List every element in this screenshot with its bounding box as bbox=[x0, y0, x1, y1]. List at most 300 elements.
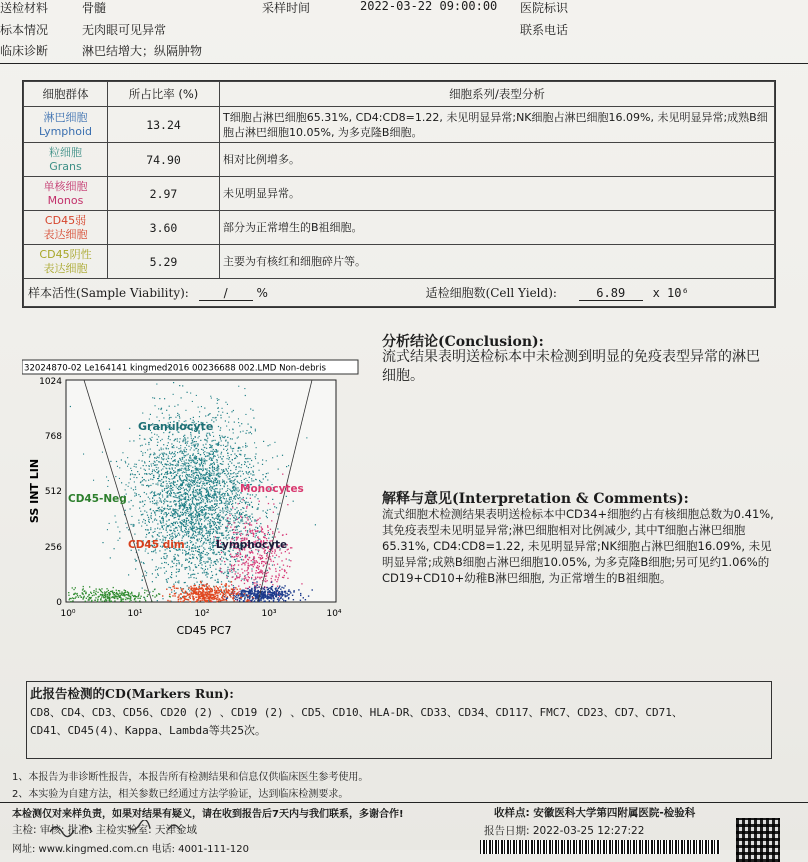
event-dot bbox=[161, 517, 162, 518]
event-dot bbox=[192, 497, 193, 498]
event-dot bbox=[246, 517, 247, 518]
event-dot bbox=[171, 589, 172, 590]
event-dot bbox=[279, 586, 280, 587]
event-dot bbox=[152, 536, 153, 537]
event-dot bbox=[270, 559, 271, 560]
event-dot bbox=[227, 493, 228, 494]
event-dot bbox=[184, 469, 185, 470]
event-dot bbox=[226, 482, 227, 483]
event-dot bbox=[181, 495, 182, 496]
event-dot bbox=[290, 592, 291, 593]
event-dot bbox=[252, 530, 253, 531]
event-dot bbox=[219, 496, 220, 497]
event-dot bbox=[218, 588, 219, 589]
event-dot bbox=[239, 462, 240, 463]
event-dot bbox=[229, 551, 230, 552]
event-dot bbox=[190, 481, 191, 482]
event-dot bbox=[164, 398, 165, 399]
event-dot bbox=[159, 480, 160, 481]
event-dot bbox=[259, 578, 260, 579]
event-dot bbox=[187, 392, 188, 393]
event-dot bbox=[204, 508, 205, 509]
event-dot bbox=[204, 572, 205, 573]
event-dot bbox=[174, 595, 175, 596]
event-dot bbox=[204, 408, 205, 409]
event-dot bbox=[277, 599, 278, 600]
event-dot bbox=[206, 543, 207, 544]
event-dot bbox=[285, 591, 286, 592]
event-dot bbox=[227, 471, 228, 472]
event-dot bbox=[211, 464, 212, 465]
event-dot bbox=[200, 464, 201, 465]
event-dot bbox=[213, 597, 214, 598]
event-dot bbox=[209, 542, 210, 543]
event-dot bbox=[190, 598, 191, 599]
event-dot bbox=[221, 571, 222, 572]
event-dot bbox=[109, 599, 110, 600]
event-dot bbox=[226, 503, 227, 504]
event-dot bbox=[141, 484, 142, 485]
event-dot bbox=[218, 526, 219, 527]
event-dot bbox=[262, 532, 263, 533]
event-dot bbox=[259, 526, 260, 527]
footer-divider bbox=[0, 802, 808, 803]
event-dot bbox=[209, 521, 210, 522]
event-dot bbox=[171, 485, 172, 486]
event-dot bbox=[188, 459, 189, 460]
event-dot bbox=[225, 564, 226, 565]
event-dot bbox=[213, 455, 214, 456]
event-dot bbox=[144, 479, 145, 480]
event-dot bbox=[128, 482, 129, 483]
event-dot bbox=[181, 588, 182, 589]
event-dot bbox=[275, 576, 276, 577]
event-dot bbox=[199, 486, 200, 487]
event-dot bbox=[104, 591, 105, 592]
event-dot bbox=[201, 459, 202, 460]
event-dot bbox=[190, 495, 191, 496]
event-dot bbox=[230, 447, 231, 448]
event-dot bbox=[166, 524, 167, 525]
event-dot bbox=[194, 591, 195, 592]
event-dot bbox=[218, 465, 219, 466]
event-dot bbox=[217, 415, 218, 416]
event-dot bbox=[127, 591, 128, 592]
event-dot bbox=[195, 505, 196, 506]
event-dot bbox=[204, 497, 205, 498]
event-dot bbox=[241, 499, 242, 500]
event-dot bbox=[248, 467, 249, 468]
event-dot bbox=[241, 423, 242, 424]
event-dot bbox=[115, 476, 116, 477]
event-dot bbox=[202, 498, 203, 499]
event-dot bbox=[207, 517, 208, 518]
event-dot bbox=[288, 465, 289, 466]
event-dot bbox=[189, 503, 190, 504]
event-dot bbox=[184, 449, 185, 450]
event-dot bbox=[202, 487, 203, 488]
event-dot bbox=[131, 470, 132, 471]
event-dot bbox=[162, 413, 163, 414]
event-dot bbox=[80, 596, 81, 597]
event-dot bbox=[239, 600, 240, 601]
event-dot bbox=[210, 445, 211, 446]
event-dot bbox=[216, 531, 217, 532]
event-dot bbox=[249, 529, 250, 530]
event-dot bbox=[234, 591, 235, 592]
event-dot bbox=[275, 568, 276, 569]
event-dot bbox=[156, 500, 157, 501]
event-dot bbox=[191, 504, 192, 505]
event-dot bbox=[194, 441, 195, 442]
event-dot bbox=[253, 566, 254, 567]
event-dot bbox=[209, 592, 210, 593]
event-dot bbox=[221, 497, 222, 498]
event-dot bbox=[251, 521, 252, 522]
event-dot bbox=[255, 430, 256, 431]
event-dot bbox=[282, 455, 283, 456]
event-dot bbox=[217, 601, 218, 602]
event-dot bbox=[204, 506, 205, 507]
event-dot bbox=[143, 597, 144, 598]
event-dot bbox=[203, 474, 204, 475]
event-dot bbox=[220, 522, 221, 523]
event-dot bbox=[199, 436, 200, 437]
event-dot bbox=[265, 596, 266, 597]
event-dot bbox=[257, 507, 258, 508]
event-dot bbox=[217, 462, 218, 463]
event-dot bbox=[215, 530, 216, 531]
event-dot bbox=[205, 519, 206, 520]
event-dot bbox=[179, 503, 180, 504]
event-dot bbox=[114, 548, 115, 549]
event-dot bbox=[218, 598, 219, 599]
event-dot bbox=[224, 561, 225, 562]
event-dot bbox=[225, 583, 226, 584]
event-dot bbox=[157, 445, 158, 446]
event-dot bbox=[180, 492, 181, 493]
event-dot bbox=[198, 471, 199, 472]
event-dot bbox=[184, 489, 185, 490]
event-dot bbox=[247, 534, 248, 535]
event-dot bbox=[177, 497, 178, 498]
hospital-id-label: 医院标识 bbox=[520, 1, 569, 15]
event-dot bbox=[237, 494, 238, 495]
event-dot bbox=[234, 496, 235, 497]
event-dot bbox=[181, 530, 182, 531]
event-dot bbox=[144, 473, 145, 474]
event-dot bbox=[138, 592, 139, 593]
population-name: CD45阴性 bbox=[39, 247, 92, 261]
event-dot bbox=[191, 524, 192, 525]
event-dot bbox=[152, 491, 153, 492]
event-dot bbox=[222, 586, 223, 587]
event-dot bbox=[184, 455, 185, 456]
event-dot bbox=[195, 466, 196, 467]
event-dot bbox=[163, 449, 164, 450]
event-dot bbox=[185, 502, 186, 503]
event-dot bbox=[205, 480, 206, 481]
event-dot bbox=[110, 461, 111, 462]
event-dot bbox=[153, 463, 154, 464]
event-dot bbox=[219, 435, 220, 436]
event-dot bbox=[208, 477, 209, 478]
event-dot bbox=[194, 458, 195, 459]
event-dot bbox=[233, 448, 234, 449]
event-dot bbox=[209, 484, 210, 485]
event-dot bbox=[181, 527, 182, 528]
event-dot bbox=[225, 519, 226, 520]
event-dot bbox=[215, 417, 216, 418]
event-dot bbox=[169, 483, 170, 484]
event-dot bbox=[201, 406, 202, 407]
event-dot bbox=[231, 524, 232, 525]
event-dot bbox=[115, 596, 116, 597]
event-dot bbox=[134, 524, 135, 525]
event-dot bbox=[96, 591, 97, 592]
event-dot bbox=[167, 508, 168, 509]
event-dot bbox=[221, 552, 222, 553]
event-dot bbox=[227, 569, 228, 570]
event-dot bbox=[186, 523, 187, 524]
event-dot bbox=[158, 493, 159, 494]
event-dot bbox=[245, 527, 246, 528]
event-dot bbox=[300, 593, 301, 594]
event-dot bbox=[162, 516, 163, 517]
event-dot bbox=[188, 562, 189, 563]
event-dot bbox=[233, 570, 234, 571]
event-dot bbox=[200, 600, 201, 601]
event-dot bbox=[237, 532, 238, 533]
event-dot bbox=[228, 532, 229, 533]
event-dot bbox=[192, 401, 193, 402]
event-dot bbox=[182, 520, 183, 521]
event-dot bbox=[282, 592, 283, 593]
event-dot bbox=[205, 517, 206, 518]
event-dot bbox=[234, 559, 235, 560]
event-dot bbox=[216, 470, 217, 471]
event-dot bbox=[174, 504, 175, 505]
event-dot bbox=[233, 473, 234, 474]
event-dot bbox=[175, 501, 176, 502]
event-dot bbox=[191, 517, 192, 518]
event-dot bbox=[190, 434, 191, 435]
event-dot bbox=[223, 461, 224, 462]
event-dot bbox=[248, 432, 249, 433]
event-dot bbox=[243, 473, 244, 474]
event-dot bbox=[207, 468, 208, 469]
event-dot bbox=[163, 556, 164, 557]
event-dot bbox=[102, 592, 103, 593]
event-dot bbox=[256, 562, 257, 563]
event-dot bbox=[223, 496, 224, 497]
event-dot bbox=[210, 567, 211, 568]
event-dot bbox=[189, 457, 190, 458]
event-dot bbox=[163, 466, 164, 467]
event-dot bbox=[290, 560, 291, 561]
event-dot bbox=[206, 440, 207, 441]
event-dot bbox=[237, 498, 238, 499]
event-dot bbox=[161, 461, 162, 462]
event-dot bbox=[220, 463, 221, 464]
event-dot bbox=[130, 599, 131, 600]
event-dot bbox=[238, 437, 239, 438]
event-dot bbox=[242, 507, 243, 508]
event-dot bbox=[82, 598, 83, 599]
event-dot bbox=[203, 594, 204, 595]
event-dot bbox=[196, 521, 197, 522]
event-dot bbox=[219, 520, 220, 521]
event-dot bbox=[170, 515, 171, 516]
event-dot bbox=[239, 526, 240, 527]
event-dot bbox=[204, 478, 205, 479]
event-dot bbox=[133, 595, 134, 596]
event-dot bbox=[144, 469, 145, 470]
event-dot bbox=[202, 593, 203, 594]
event-dot bbox=[230, 501, 231, 502]
xtick-label: 10³ bbox=[261, 609, 277, 619]
event-dot bbox=[209, 471, 210, 472]
event-dot bbox=[213, 536, 214, 537]
event-dot bbox=[235, 573, 236, 574]
event-dot bbox=[166, 459, 167, 460]
xtick-label: 10⁴ bbox=[326, 609, 342, 619]
event-dot bbox=[253, 595, 254, 596]
event-dot bbox=[192, 595, 193, 596]
event-dot bbox=[199, 497, 200, 498]
event-dot bbox=[247, 461, 248, 462]
event-dot bbox=[205, 601, 206, 602]
event-dot bbox=[144, 462, 145, 463]
event-dot bbox=[246, 507, 247, 508]
event-dot bbox=[229, 497, 230, 498]
event-dot bbox=[177, 480, 178, 481]
event-dot bbox=[173, 525, 174, 526]
event-dot bbox=[262, 573, 263, 574]
sample-material-label: 送检材料 bbox=[0, 1, 49, 15]
event-dot bbox=[126, 527, 127, 528]
event-dot bbox=[247, 597, 248, 598]
markers-box bbox=[26, 681, 772, 759]
event-dot bbox=[198, 513, 199, 514]
event-dot bbox=[206, 470, 207, 471]
event-dot bbox=[216, 496, 217, 497]
event-dot bbox=[224, 495, 225, 496]
event-dot bbox=[163, 476, 164, 477]
event-dot bbox=[192, 480, 193, 481]
event-dot bbox=[223, 590, 224, 591]
event-dot bbox=[250, 594, 251, 595]
event-dot bbox=[227, 518, 228, 519]
event-dot bbox=[154, 452, 155, 453]
event-dot bbox=[215, 569, 216, 570]
event-dot bbox=[157, 478, 158, 479]
event-dot bbox=[171, 577, 172, 578]
event-dot bbox=[121, 591, 122, 592]
event-dot bbox=[248, 593, 249, 594]
event-dot bbox=[162, 595, 163, 596]
event-dot bbox=[210, 588, 211, 589]
event-dot bbox=[190, 575, 191, 576]
event-dot bbox=[192, 535, 193, 536]
event-dot bbox=[193, 533, 194, 534]
event-dot bbox=[254, 519, 255, 520]
event-dot bbox=[221, 590, 222, 591]
event-dot bbox=[241, 597, 242, 598]
event-dot bbox=[204, 520, 205, 521]
event-dot bbox=[235, 599, 236, 600]
event-dot bbox=[270, 509, 271, 510]
event-dot bbox=[169, 519, 170, 520]
event-dot bbox=[249, 565, 250, 566]
footer-report-date: 报告日期: 2022-03-25 12:27:22 bbox=[484, 825, 645, 837]
event-dot bbox=[196, 500, 197, 501]
event-dot bbox=[152, 437, 153, 438]
event-dot bbox=[226, 521, 227, 522]
event-dot bbox=[249, 586, 250, 587]
event-dot bbox=[227, 571, 228, 572]
event-dot bbox=[266, 460, 267, 461]
event-dot bbox=[250, 530, 251, 531]
event-dot bbox=[214, 510, 215, 511]
event-dot bbox=[210, 531, 211, 532]
event-dot bbox=[157, 464, 158, 465]
event-dot bbox=[197, 462, 198, 463]
event-dot bbox=[128, 486, 129, 487]
event-dot bbox=[279, 570, 280, 571]
event-dot bbox=[256, 560, 257, 561]
event-dot bbox=[245, 414, 246, 415]
event-dot bbox=[217, 403, 218, 404]
event-dot bbox=[213, 458, 214, 459]
event-dot bbox=[211, 500, 212, 501]
event-dot bbox=[183, 513, 184, 514]
event-dot bbox=[215, 449, 216, 450]
event-dot bbox=[223, 469, 224, 470]
event-dot bbox=[213, 531, 214, 532]
event-dot bbox=[184, 530, 185, 531]
event-dot bbox=[233, 557, 234, 558]
event-dot bbox=[93, 480, 94, 481]
event-dot bbox=[197, 504, 198, 505]
event-dot bbox=[213, 486, 214, 487]
event-dot bbox=[210, 523, 211, 524]
event-dot bbox=[223, 512, 224, 513]
event-dot bbox=[118, 540, 119, 541]
event-dot bbox=[189, 590, 190, 591]
event-dot bbox=[161, 510, 162, 511]
event-dot bbox=[118, 596, 119, 597]
event-dot bbox=[240, 431, 241, 432]
event-dot bbox=[116, 461, 117, 462]
event-dot bbox=[240, 520, 241, 521]
event-dot bbox=[284, 569, 285, 570]
event-dot bbox=[156, 503, 157, 504]
footer-receiver: 收样点: 安徽医科大学第四附属医院-检验科 bbox=[494, 807, 696, 819]
event-dot bbox=[217, 398, 218, 399]
event-dot bbox=[128, 593, 129, 594]
event-dot bbox=[129, 596, 130, 597]
event-dot bbox=[251, 467, 252, 468]
event-dot bbox=[200, 498, 201, 499]
event-dot bbox=[216, 443, 217, 444]
event-dot bbox=[225, 592, 226, 593]
event-dot bbox=[148, 444, 149, 445]
event-dot bbox=[160, 440, 161, 441]
event-dot bbox=[190, 510, 191, 511]
event-dot bbox=[242, 572, 243, 573]
event-dot bbox=[101, 597, 102, 598]
